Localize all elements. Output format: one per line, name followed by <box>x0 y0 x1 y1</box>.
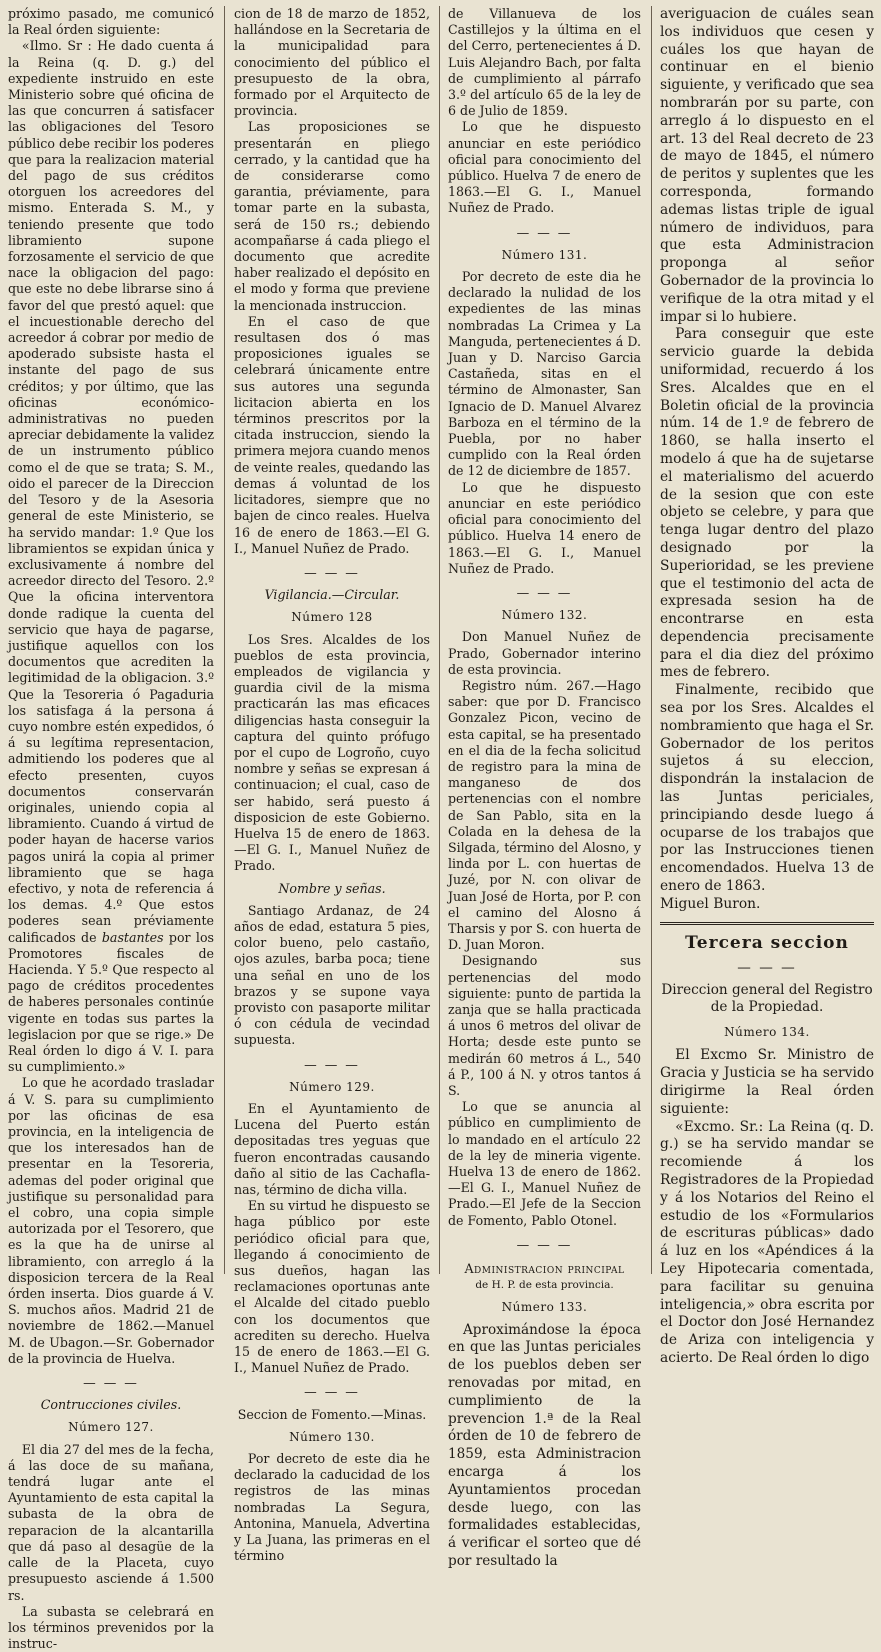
column-2 <box>234 6 430 1564</box>
article-number: Número 128 <box>291 610 373 625</box>
column-3 <box>448 6 641 1569</box>
section-heading: Vigilancia.—Circular. <box>264 587 400 603</box>
separator: — — — <box>516 224 573 240</box>
paragraph: La subasta se celebrará en los términos prevenidos por la instruc- <box>8 1603 214 1652</box>
column-1 <box>8 6 214 1652</box>
separator: — — — <box>304 1056 360 1072</box>
section-title: Tercera seccion <box>685 932 849 953</box>
section-heading: Administracion principal <box>464 1261 625 1277</box>
section-heading: Contrucciones civiles. <box>40 1397 182 1413</box>
paragraph: Lo que he acordado trasladar á V. S. para su cumplimiento por las oficinas de esa provincia, en la inteligencia de que los interesados han de presentar en la Tesoreria, ademas del poder original que justifique su personalidad para el cobro, una copia simple autorizada por el Tesorero, que es la que ha de unirse al libramiento, con arreglo á la disposicion tercera de la Real órden inserta. Dios guarde á V. S. muchos años. Madrid 21 de noviembre de 1862.—Manuel M. de Ubagon.—Sr. Gobernador de la provincia de Huelva. <box>8 1075 214 1366</box>
paragraph: En su virtud he dispuesto se haga público por este periódico oficial para que, llegando á conocimiento de sus dueños, hagan las reclamaciones oportunas ante el Alcalde del citado pueblo con los documentos que acrediten su derecho. Huelva 15 de enero de 1863.—El G. I., Manuel Nuñez de Prado. <box>234 1198 430 1376</box>
paragraph: Aproximándose la época en que las Juntas periciales de los pueblos deben ser renovadas por mitad, en cumplimiento de la prevencion 1.ª de la Real órden de 10 de febrero de 1859, esta Administracion encarga á los Ayuntamientos procedan desde luego, con las formalidades establecidas, á verificar el sorteo que dé por resultado la <box>448 1321 641 1569</box>
article-number: Número 134. <box>724 1024 810 1039</box>
separator: — — — <box>516 1236 573 1252</box>
double-rule <box>660 922 874 925</box>
text-run: por los Promotores fiscales de Hacienda. Y 5.º Que respecto al pago de créditos procedentes de haberes personales continúe vigente en todas sus partes la legislacion por que se rige.» De Real órden lo digo á V. I. para su cumplimiento.» <box>8 929 214 1075</box>
section-heading: Direccion general del Registro de la Propiedad. <box>661 981 873 1015</box>
paragraph: Santiago Ardanaz, de 24 años de edad, estatura 5 pies, color bueno, pelo castaño, ojos azules, barba poca; tiene una señal en uno de los brazos y se supone vaya provisto con pasaporte militar ó con cédula de vecindad supuesta. <box>234 902 430 1048</box>
paragraph: Lo que se anuncia al público en cumplimiento de lo mandado en el artículo 22 de la ley de mineria vigente. Huelva 13 de enero de 1862.—El G. I., Manuel Nuñez de Prado.—El Jefe de la Seccion de Fomento, Pablo Otonel. <box>448 1099 641 1228</box>
paragraph: de Villanueva de los Castillejos y la última en el del Cerro, pertenecientes á D. Luis Alejandro Bach, por falta de cumplimiento al párrafo 3.º del artículo 65 de la ley de 6 de Julio de 1859. <box>448 6 641 119</box>
paragraph: En el Ayuntamiento de Lucena del Puerto están depositadas tres yeguas que fueron encontradas causando daño al sitio de las Cachaflanas, término de dicha villa. <box>234 1101 430 1198</box>
paragraph: Registro núm. 267.—Hago saber: que por D. Francisco Gonzalez Picon, vecino de esta capital, se ha presentado en el dia de la fecha solicitud de registro para la mina de manganeso de dos pertenencias con el nombre de San Pablo, sita en la Colada en la dehesa de la Silgada, término del Alosno, y linda por L. con huertas de Juzé, por N. con olivar de Juan José de Horta, por P. con el camino del Alosno á Tharsis y por S. con huerta de D. Juan Moron. <box>448 677 641 953</box>
signature: Miguel Buron. <box>660 895 761 912</box>
column-rule <box>224 6 225 1274</box>
paragraph: Designando sus pertenencias del modo siguiente: punto de partida la zanja que se halla practicada á unos 6 metros del olivar de Horta; desde este punto se medirán 60 metros á L., 540 á P., 100 á N. y otros tantos á S. <box>448 953 641 1098</box>
article-number: Número 131. <box>501 247 588 262</box>
article-number: Número 133. <box>501 1300 588 1315</box>
separator: — — — <box>304 564 360 580</box>
emphasis: bastantes <box>101 929 164 945</box>
column-4 <box>660 6 874 1366</box>
article-number: Número 127. <box>68 1420 154 1435</box>
paragraph: Lo que he dispuesto anunciar en este periódico oficial para conocimiento del público. Huelva 7 de enero de 1863.—El G. I., Manuel Nuñez de Prado. <box>448 119 641 216</box>
paragraph: Para conseguir que este servicio guarde la debida uniformidad, recuerdo á los Sres. Alcaldes que en el Boletin oficial de la provincia núm. 14 de 1.º de febrero de 1860, se halla inserto el modelo á que ha de sujetarse el materialismo del acuerdo de la sesion que con este objeto se celebre, y para que tenga lugar dentro del plazo designado por la Superioridad, se les previene que el testimonio del acta de expresada sesion ha de encontrarse en esta dependencia precisamente para el dia diez del próximo mes de febrero. <box>660 326 874 681</box>
separator: — — — <box>304 1384 360 1400</box>
paragraph: En el caso de que resultasen dos ó mas proposiciones iguales se celebrará únicamente entre sus autores una segunda licitacion abierta en los términos prescritos por la citada instruccion, siendo la primera mejora cuando menos de veinte reales, quedando las demas á voluntad de los licitadores, siempre que no bajen de cinco reales. Huelva 16 de enero de 1863.—El G. I., Manuel Nuñez de Prado. <box>234 313 430 556</box>
paragraph: El dia 27 del mes de la fecha, á las doce de su mañana, tendrá lugar ante el Ayuntamiento de esta capital la subasta de la obra de reparacion de la alcantarilla que dá paso al desagüe de la calle de la Placeta, cuyo presupuesto asciende á 1.500 rs. <box>8 1441 214 1603</box>
paragraph: Por decreto de este dia he declarado la caducidad de los registros de las minas nombradas La Segura, Antonina, Manuela, Advertina y La Juana, las primeras en el término <box>234 1451 430 1564</box>
section-subheading: de H. P. de esta provincia. <box>475 1279 614 1292</box>
paragraph: «Excmo. Sr.: La Reina (q. D. g.) se ha servido mandar se recomiende á los Registradores de la Propiedad y á los Notarios del Reino el estudio de los «Formularios de escrituras públicas» dado á luz en los «Apéndices á la Ley Hipotecaria comentada, para facilitar su genuina inteligencia,» obra escrita por el Doctor don José Hernandez de Ariza con inteligencia y acierto. De Real órden lo digo <box>660 1118 874 1366</box>
section-heading: Seccion de Fomento.—Minas. <box>237 1406 427 1422</box>
paragraph: Las proposiciones se presentarán en pliego cerrado, y la cantidad que ha de considerarse como garantia, préviamente, para tomar parte en la subasta, será de 150 rs.; debiendo acompañarse á cada pliego el documento que acredite haber realizado el depósito en el modo y forma que previene la mencionada instruccion. <box>234 119 430 313</box>
section-heading: Nombre y señas. <box>278 880 386 896</box>
paragraph: cion de 18 de marzo de 1852, hallándose en la Secretaria de la municipalidad para conocimiento del público el presupuesto de la obra, formado por el Arquitecto de provincia. <box>234 6 430 119</box>
separator: — — — <box>83 1375 139 1391</box>
text-run: «Ilmo. Sr : He dado cuenta á la Reina (q. D. g.) del expediente instruido en este Ministerio sobre qué oficina de las que concurren á satisfacer las obligaciones del Tesoro público debe recibir los poderes que para la realizacion material del pago de sus créditos otorguen los acreedores del mismo. Enterada S. M., y teniendo presente que todo libramiento supone forzosamente el servicio de que nace la obligacion del pago: que este no debe librarse sino á favor del que prestó aquel: que el incuestionable derecho del acreedor á cobrar por medio de apoderado subsiste hasta el instante del pago de sus créditos; y por último, que las oficinas económico-administrativas no pueden apreciar debidamente la validez de un instrumento público como el de que se trata; S. M., oido el parecer de la Direccion del Tesoro y de la Asesoria general de este Ministerio, se ha servido mandar: 1.º Que los libramientos se expidan única y exclusivamente á nombre del acreedor directo del Tesoro. 2.º Que la oficina interventora donde radique la cuenta del servicio que haya de pagarse, justifique aquellos con los documentos que acrediten la legitimidad de la obligacion. 3.º Que la Tesoreria ó Pagaduria los satisfaga á la persona á cuyo nombre estén expedidos, ó á su legítima representacion, admitiendo los poderes que al efecto presenten, cuyos documentos conservarán originales, uniendo copia al libramiento. Cuando á virtud de poder hayan de hacerse varios pagos unirá la copia al primer libramiento que se haga efectivo, y nota de referencia á los demas. 4.º Que estos poderes sean préviamente calificados de <box>8 38 214 945</box>
separator: — — — <box>737 960 797 977</box>
article-number: Número 130. <box>289 1429 375 1444</box>
separator: — — — <box>516 584 573 600</box>
paragraph: El Excmo Sr. Ministro de Gracia y Justicia se ha servido dirigirme la Real órden siguiente: <box>660 1047 874 1117</box>
paragraph: próximo pasado, me comunicó la Real órden siguiente: <box>8 6 214 38</box>
paragraph: Finalmente, recibido que sea por los Sres. Alcaldes el nombramiento que haga el Sr. Gobernador de los peritos sujetos á su eleccion, dispondrán la instalacion de las Juntas periciales, principiando desde luego á ocuparse de los trabajos que por las Instrucciones tienen encomendados. Huelva 13 de enero de 1863. <box>660 682 874 895</box>
article-number: Número 129. <box>289 1079 375 1094</box>
paragraph: Los Sres. Alcaldes de los pueblos de esta provincia, empleados de vigilancia y guardia civil de la misma practicarán las mas eficaces diligencias hasta conseguir la captura del quinto prófugo por el cupo de Logroño, cuyo nombre y señas se expresan á continuacion; el cual, caso de ser habido, será puesto á disposicion de este Gobierno. Huelva 15 de enero de 1863.—El G. I., Manuel Nuñez de Prado. <box>234 631 430 874</box>
large-text-block <box>448 1322 641 1571</box>
paragraph: Por decreto de este dia he declarado la nulidad de los expedientes de las minas nombradas La Crimea y La Manguda, pertenecientes á D. Juan y D. Narciso Garcia Castañeda, sitas en el término de Almonaster, San Ignacio de D. Manuel Alvarez Barboza en el término de la Puebla, por no haber cumplido con la Real órden de 12 de diciembre de 1857. <box>448 269 641 479</box>
column-rule <box>439 6 440 1274</box>
paragraph <box>8 38 214 1075</box>
paragraph: Don Manuel Nuñez de Prado, Gobernador interino de esta provincia. <box>448 629 641 677</box>
column-rule <box>651 6 652 1274</box>
article-number: Número 132. <box>501 608 588 623</box>
paragraph: averiguacion de cuáles sean los individuos que cesen y cuáles los que hayan de continuar en el bienio siguiente, y verificado que sea nombrarán por su parte, con arreglo á lo dispuesto en el art. 13 del Real decreto de 23 de mayo de 1845, el número de peritos y suplentes que les corresponda, formando ademas listas triple de igual número de individuos, para que esta Administracion proponga al señor Gobernador de la provincia lo verifique de la otra mitad y el impar si lo hubiere. <box>660 6 874 325</box>
paragraph: Lo que he dispuesto anunciar en este periódico oficial para conocimiento del público. Huelva 14 enero de 1863.—El G. I., Manuel Nuñez de Prado. <box>448 479 641 576</box>
